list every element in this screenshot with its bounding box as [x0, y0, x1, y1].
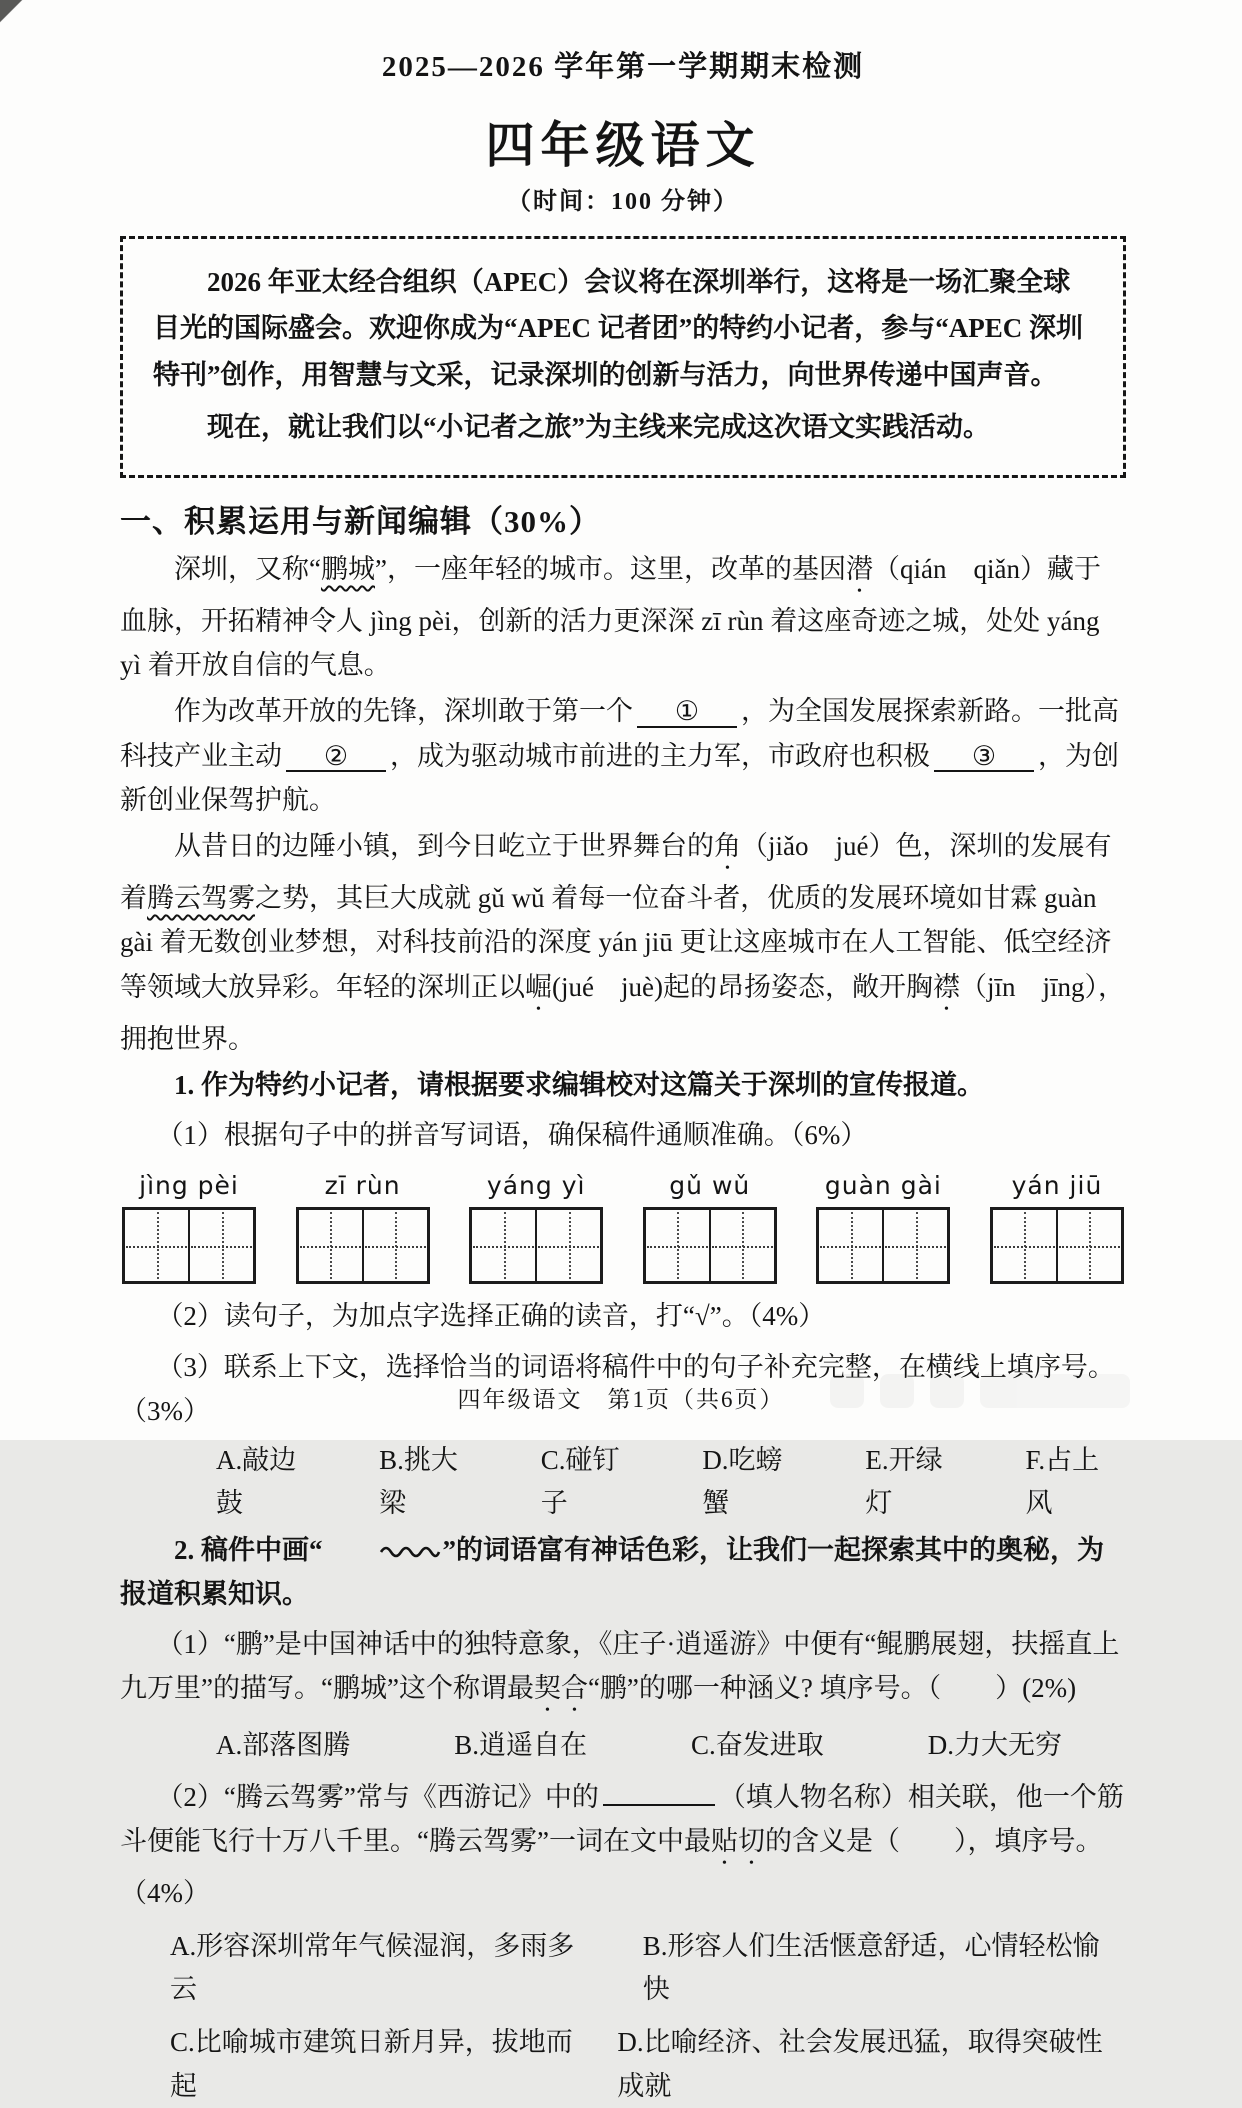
- text-run: ，为全国发展探索新路。一批高科技产业主动: [120, 696, 1119, 771]
- option-b: B.形容人们生活惬意舒适，心情轻松愉快: [642, 1931, 1100, 2005]
- dotted-emphasis-word: 贴切: [710, 1825, 765, 1856]
- text-run: （1）“鹏”是中国神话中的独特意象，《庄子·逍遥游》中便有“鲲鹏展翅，扶摇直上九万里”的描写。“鹏城”这个称谓最: [120, 1629, 1120, 1704]
- dotted-emphasis-char: 潜: [845, 553, 873, 584]
- text-run: （jiǎo jué）色，深圳的发展有着: [120, 831, 1112, 914]
- option-b: B.挑大梁: [379, 1445, 458, 1519]
- dotted-emphasis-char: 崛: [525, 971, 552, 1002]
- option-d: D.力大无穷: [927, 1730, 1063, 1761]
- watermark-shape: [980, 1374, 1130, 1408]
- text-run: （填人物名称）相关联，他一个筋斗便能飞行十万八千里。“腾云驾雾”一词在文中最: [120, 1781, 1124, 1856]
- text-run: (jué juè)起的昂扬姿态，敞开胸: [552, 971, 933, 1002]
- page-footer: 四年级语文 第1页（共6页）: [457, 1387, 785, 1412]
- text-run: 深圳，又称“: [174, 553, 321, 584]
- writing-cell: [1056, 1210, 1121, 1281]
- watermark-shape: [830, 1374, 864, 1408]
- dotted-emphasis-char: 襟: [932, 971, 960, 1002]
- text-run: ，为创新创业保驾护航。: [120, 740, 1119, 815]
- section-1-heading: 一、积累运用与新闻编辑（30%）: [120, 503, 601, 539]
- writing-cell: [535, 1210, 600, 1281]
- writing-grid: [816, 1207, 950, 1284]
- writing-grid: [990, 1207, 1124, 1284]
- intro-box: [120, 236, 1126, 478]
- exam-session-title: 2025—2026 学年第一学期期末检测: [381, 51, 865, 83]
- scan-corner-artifact: [0, 0, 34, 26]
- dotted-emphasis-word: 契合: [533, 1673, 588, 1704]
- passage-paragraph-1: [120, 547, 1126, 688]
- text-run: （2）“腾云驾雾”常与《西游记》中的: [156, 1781, 599, 1812]
- dotted-emphasis-char: 角: [714, 831, 741, 862]
- fill-blank-line: [603, 1774, 715, 1806]
- question-1-stem: 1. 作为特约小记者，请根据要求编辑校对这篇关于深圳的宣传报道。: [174, 1069, 984, 1100]
- option-a: A.部落图腾: [216, 1730, 351, 1761]
- pinyin-grid-group: [296, 1171, 430, 1284]
- page-title: 四年级语文: [485, 118, 761, 173]
- pinyin-label: guàn gài: [824, 1171, 942, 1201]
- writing-cell: [819, 1210, 882, 1281]
- writing-cell: [472, 1210, 535, 1281]
- pinyin-grid-group: [816, 1171, 950, 1284]
- option-b: B.逍遥自在: [454, 1730, 588, 1761]
- numbered-blank-2: ②: [286, 742, 386, 772]
- writing-cell: [125, 1210, 188, 1281]
- writing-grid: [469, 1207, 603, 1284]
- text-run: 2. 稿件中画“: [174, 1534, 323, 1565]
- wavy-underlined-word: 鹏城: [320, 553, 375, 584]
- option-c: C.奋发进取: [691, 1730, 824, 1761]
- option-e: E.开绿灯: [865, 1445, 943, 1519]
- option-c: C.碰钉子: [540, 1445, 620, 1519]
- pinyin-grid-group: [643, 1171, 777, 1284]
- intro-paragraph-2: 现在，就让我们以“小记者之旅”为主线来完成这次语文实践活动。: [207, 412, 990, 443]
- text-run: 作为改革开放的先锋，深圳敢于第一个: [174, 696, 633, 727]
- text-run: “鹏”的哪一种涵义? 填序号。（ ）(2%): [587, 1673, 1077, 1704]
- text-run: 的含义是（ ），填序号。（4%）: [120, 1825, 1103, 1908]
- pinyin-label: yáng yì: [486, 1171, 586, 1201]
- passage-paragraph-3: [120, 824, 1126, 1061]
- option-a: A.形容深圳常年气候湿润，多雨多云: [170, 1931, 575, 2005]
- intro-paragraph-1: 2026 年亚太经合组织（APEC）会议将在深圳举行，这将是一场汇聚全球目光的国际盛会。欢迎你成为“APEC 记者团”的特约小记者，参与“APEC 深圳特刊”创作，用智慧与文采，记录深圳的创新与活力，向世界传递中国声音。: [153, 267, 1083, 390]
- passage-paragraph-2: [120, 689, 1126, 822]
- pinyin-label: gǔ wǔ: [669, 1171, 751, 1201]
- writing-cell: [882, 1210, 947, 1281]
- question-2-2: [120, 1774, 1126, 1916]
- wavy-line-icon: [325, 1528, 441, 1572]
- question-2-stem: [120, 1528, 1126, 1617]
- writing-cell: [993, 1210, 1056, 1281]
- option-f: F.占上风: [1025, 1445, 1100, 1519]
- pinyin-writing-grid-row: [122, 1171, 1124, 1284]
- writing-cell: [709, 1210, 774, 1281]
- writing-cell: [646, 1210, 709, 1281]
- question-2-2-options-row-2: [170, 2021, 1126, 2107]
- question-1-3-options: [216, 1439, 1126, 1525]
- question-2-2-options-row-1: [170, 1925, 1126, 2011]
- watermark-shape: [930, 1374, 964, 1408]
- question-2-1: [120, 1622, 1126, 1718]
- text-run: ，成为驱动城市前进的主力军，市政府也积极: [390, 740, 930, 771]
- text-run: 从昔日的边陲小镇，到今日屹立于世界舞台的: [174, 831, 714, 862]
- pinyin-label: jìng pèi: [139, 1171, 239, 1201]
- pinyin-grid-group: [122, 1171, 256, 1284]
- writing-grid: [122, 1207, 256, 1284]
- question-1-3: （3）联系上下文，选择恰当的词语将稿件中的句子补充完整，在横线上填序号。（3%）: [120, 1351, 1115, 1426]
- option-a: A.敲边鼓: [216, 1445, 297, 1519]
- question-1-1: （1）根据句子中的拼音写词语，确保稿件通顺准确。（6%）: [156, 1120, 868, 1151]
- wavy-underlined-word: 腾云驾雾: [147, 883, 255, 914]
- text-run: ”的词语富有神话色彩，让我们一起探索其中的奥秘，为报道积累知识。: [120, 1534, 1104, 1609]
- question-2-1-options: [216, 1724, 1126, 1767]
- option-d: D.比喻经济、社会发展迅猛，取得突破性成就: [617, 2027, 1103, 2101]
- writing-cell: [299, 1210, 362, 1281]
- question-1-2: （2）读句子，为加点字选择正确的读音，打“√”。（4%）: [156, 1301, 826, 1332]
- pinyin-grid-group: [990, 1171, 1124, 1284]
- time-limit-note: （时间：100 分钟）: [507, 189, 739, 215]
- option-d: D.吃螃蟹: [702, 1445, 783, 1519]
- writing-grid: [643, 1207, 777, 1284]
- watermark-shape: [880, 1374, 914, 1408]
- pinyin-grid-group: [469, 1171, 603, 1284]
- pinyin-label: zī rùn: [324, 1171, 401, 1201]
- numbered-blank-3: ③: [934, 742, 1034, 772]
- writing-cell: [188, 1210, 253, 1281]
- numbered-blank-1: ①: [637, 697, 737, 727]
- writing-grid: [296, 1207, 430, 1284]
- text-run: （jīn jīng），拥抱世界。: [120, 971, 1125, 1054]
- text-run: （qián qiǎn）藏于血脉，开拓精神令人 jìng pèi，创新的活力更深深 zī rùn 着这座奇迹之城，处处 yáng yì 着开放自信的气息。: [120, 553, 1101, 681]
- option-c: C.比喻城市建筑日新月异，拔地而起: [170, 2027, 573, 2101]
- text-run: 之势，其巨大成就 gǔ wǔ 着每一位奋斗者，优质的发展环境如甘霖 guàn gài 着无数创业梦想，对科技前沿的深度 yán jiū 更让这座城市在人工智能、低空经济等领域大放异彩。年轻的深圳正以: [120, 883, 1112, 1002]
- writing-cell: [362, 1210, 427, 1281]
- text-run: ”，一座年轻的城市。这里，改革的基因: [374, 553, 846, 584]
- pinyin-label: yán jiū: [1011, 1171, 1103, 1201]
- faint-watermark: [830, 1374, 1130, 1408]
